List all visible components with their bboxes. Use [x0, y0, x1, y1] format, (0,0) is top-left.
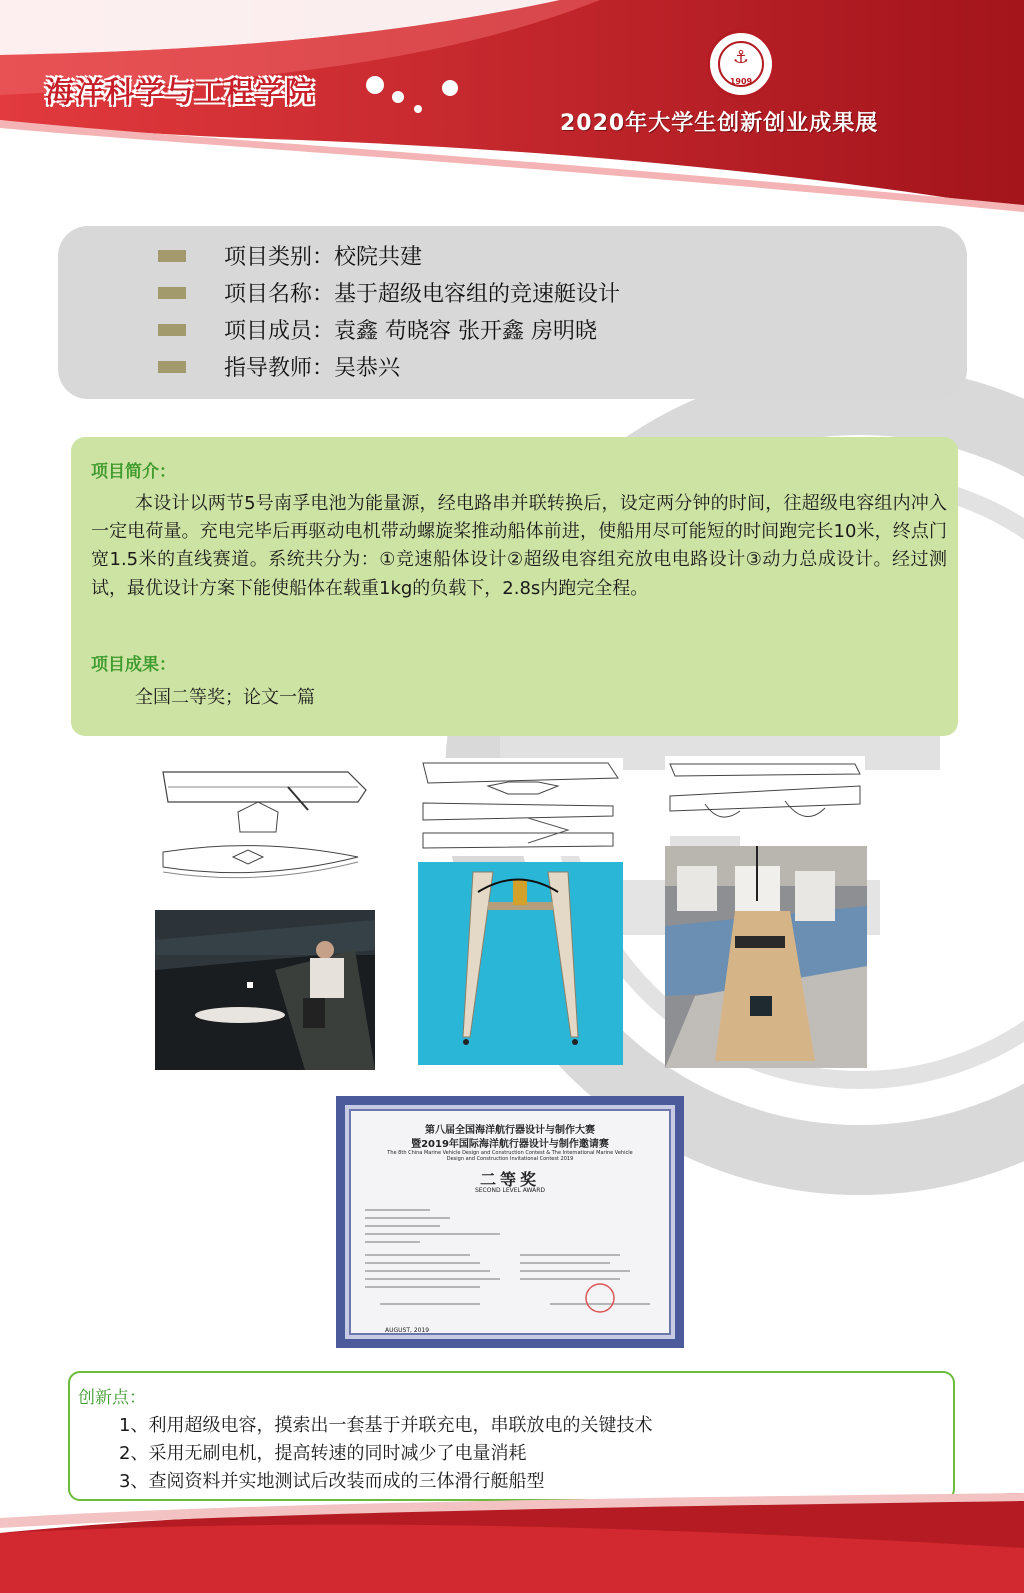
- university-logo: [707, 30, 775, 98]
- hull-sketch-image: [158, 762, 372, 902]
- award-certificate: [336, 1096, 684, 1348]
- innovation-heading: 创新点：: [78, 1388, 146, 1408]
- result-heading: 项目成果：: [91, 655, 176, 675]
- expo-title: 2020年大学生创新创业成果展: [560, 111, 879, 136]
- bullet-icon: [158, 287, 186, 299]
- side-profile-sketch: [665, 756, 865, 836]
- bullet-icon: [158, 324, 186, 336]
- cert-award: 二等奖: [479, 1170, 540, 1189]
- cert-title-line1: 第八届全国海洋航行器设计与制作大赛: [425, 1125, 595, 1136]
- bullet-icon: [158, 250, 186, 262]
- footer-band: [0, 1493, 1024, 1593]
- anchor-icon: ⚓: [732, 47, 750, 68]
- info-members: 项目成员：袁鑫 苟晓容 张开鑫 房明晓: [158, 314, 597, 345]
- result-body: 全国二等奖；论文一篇: [135, 687, 315, 708]
- logo-year: 1909: [729, 77, 753, 86]
- project-info-panel: [58, 226, 967, 399]
- intro-body: 本设计以两节5号南孚电池为能量源，经电路串并联转换后，设定两分钟的时间，往超级电容组内冲入一定电荷量。充电完毕后再驱动电机带动螺旋桨推动船体前进，使船用尽可能短的时间跑完长10米，终点门宽1.5米的直线赛道。系统共分为：①竞速船体设计②超级电容组充放电电路设计③动力总成设计。经过测试，最优设计方案下能使船体在载重1kg的负载下，2.8s内跑完全程。: [91, 493, 947, 599]
- info-advisor: 指导教师：吴恭兴: [158, 351, 400, 382]
- cert-date: AUGUST, 2019: [385, 1327, 430, 1334]
- intro-heading: 项目简介：: [91, 462, 176, 482]
- bullet-icon: [158, 361, 186, 373]
- innovation-item: 1、利用超级电容，摸索出一套基于并联充电，串联放电的关键技术: [119, 1415, 653, 1436]
- innovation-item: 2、采用无刷电机，提高转速的同时减少了电量消耗: [119, 1443, 527, 1464]
- project-intro-panel: [71, 437, 958, 736]
- cert-title-line2: 暨2019年国际海洋航行器设计与制作邀请赛: [411, 1139, 609, 1150]
- cert-title-en: The 8th China Marine Vehicle Design and Construction Contest & The International Marine Vehicle Design and Construction Invitational Contest 2019: [387, 1150, 633, 1162]
- college-name: 海洋科学与工程学院: [45, 75, 316, 109]
- certificate-body-lines: [360, 1200, 660, 1320]
- info-category: 项目类别：校院共建: [158, 240, 422, 271]
- info-name: 项目名称：基于超级电容组的竞速艇设计: [158, 277, 620, 308]
- night-test-photo: [155, 910, 375, 1070]
- innovation-item: 3、查阅资料并实地测试后改装而成的三体滑行艇船型: [119, 1471, 545, 1492]
- assembled-boat-photo: [665, 846, 867, 1068]
- trimaran-sketch-image: [418, 758, 623, 856]
- cert-award-en: SECOND LEVEL AWARD: [474, 1187, 546, 1194]
- hull-photo-blue: [418, 862, 623, 1065]
- innovation-panel: [68, 1371, 955, 1501]
